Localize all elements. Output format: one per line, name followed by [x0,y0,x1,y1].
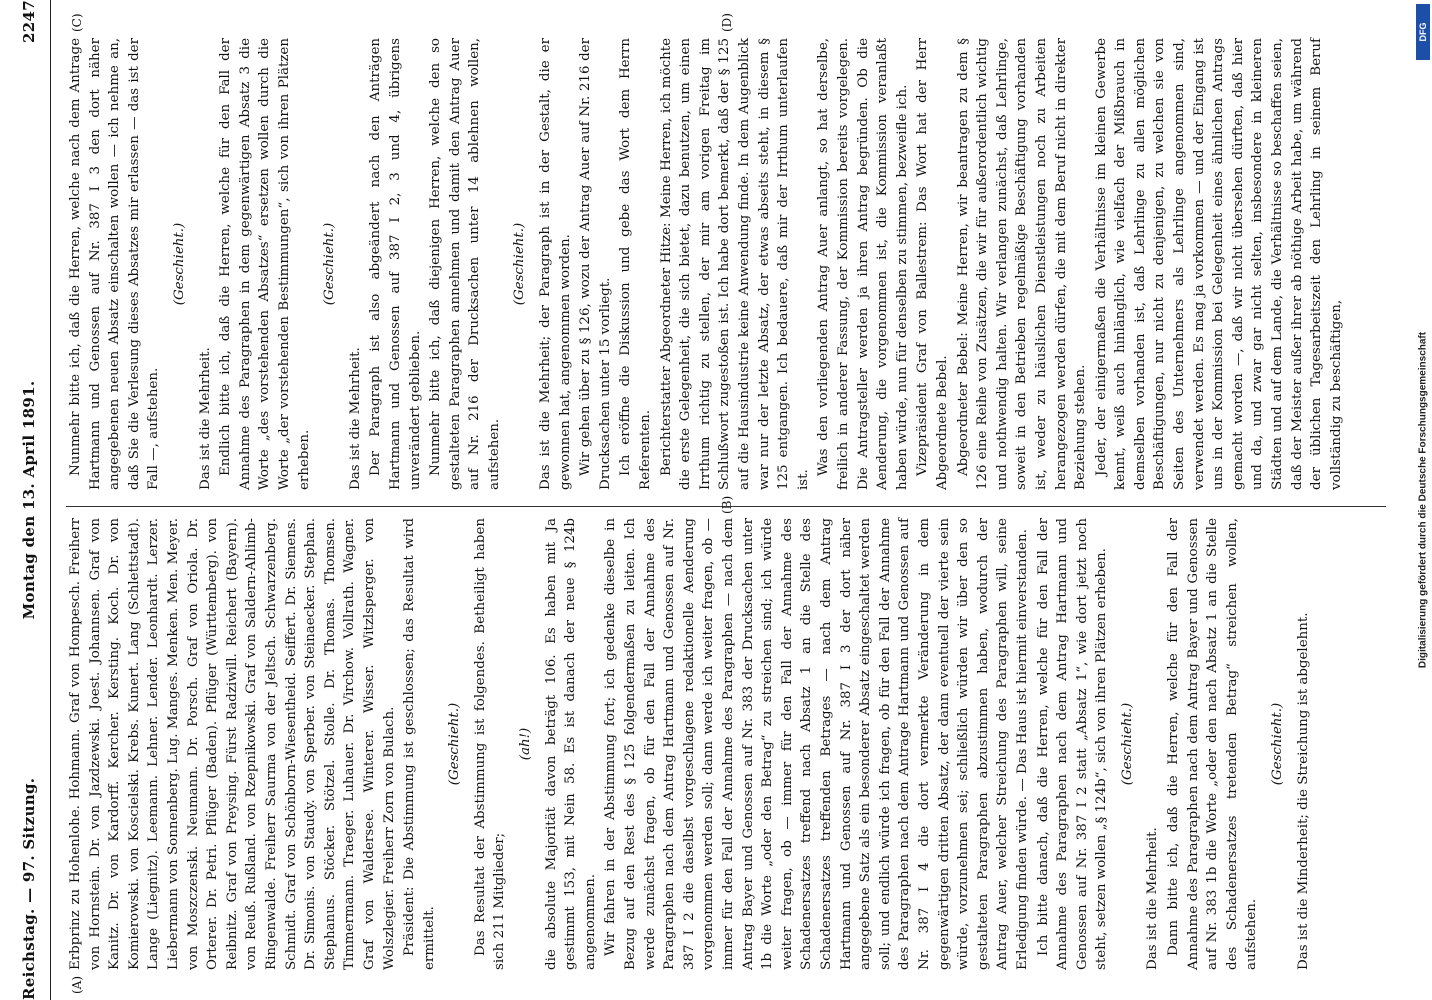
margin-mark-c: (C) [70,13,84,32]
paragraph: Das ist die Mehrheit. [197,347,213,490]
paragraph: Ich eröffne die Diskussion und gebe das Wort dem Herrn Referenten. [618,38,654,490]
paragraph: Dann bitte ich, daß die Herren, welche für den Fall der Annahme des Paragraphen nach dem Antrag Bayer und Genossen auf Nr. 383 1b die Worte „oder den nach Absatz 1 an die Stelle des Schadenersatzes tretenden Betrag“ streichen wollen, aufstehen. [1166,518,1260,970]
stage-direction: (Geschieht.) [447,702,463,786]
speech-hitze: Berichterstatter Abgeordneter Hitze: Meine Herren, ich möchte die erste Gelegenheit, die sich bietet, dazu benutzen, um einen Irrthum richtig zu stellen, der mir am vorigen Freitag im Schlußwort zugestoßen ist. Ich habe dort bemerkt, daß der § 125 auf die Hausindustrie keine Anwendung finde. In dem Augenblick war nur der letzte Absatz, der etwas abseits steht, in diesem § 125 entgangen. Ich bedauere, daß mir der Irrthum unterlaufen ist. [658,38,811,490]
stage-direction: (Geschieht.) [171,222,187,306]
stage-direction: (Geschieht.) [512,222,528,306]
page-number: 2247 [20,0,38,43]
paragraph: Endlich bitte ich, daß die Herren, welche für den Fall der Annahme des Paragraphen in dem gegenwärtigen Absatz 3 die Worte „des vorstehenden Absatzes“ ersetzen wollen durch die Worte „der vorstehenden Bestimmungen“, sich von ihren Plätzen erheben. [218,38,312,490]
paragraph: Das ist die Minderheit; die Streichung ist abgelehnt. [1295,612,1311,970]
stage-direction: (Geschieht.) [1119,702,1135,786]
stage-direction: (ah!) [518,727,534,761]
header-date: Montag den 13. April 1891. [20,380,38,620]
digitization-note [1416,70,1430,930]
digitization-note-text: Digitalisierung gefördert durch die Deutsche Forschungsgemeinschaft [1417,331,1429,669]
paragraph: Das ist die Mehrheit; der Paragraph ist in der Gestalt, die er gewonnen hat, angenommen worden. [538,38,573,490]
paragraph: Nunmehr bitte ich, daß die Herren, welche nach dem Antrage Hartmann und Genossen auf Nr. 387 I 3 den dort näher angegebenen neuen Absatz einschalten wollen — ich nehme an, daß Sie die Verlesung dieses Absatzes mir erlassen — das ist der Fall —, aufstehen. [68,38,162,490]
paragraph: Wir fahren in der Abstimmung fort; ich gedenke dieselbe in Bezug auf den Rest des § 125 folgendermaßen zu leiten. Ich werde zunächst fragen, ob für den Fall der Annahme des Paragraphen nach dem Antrag Hartmann und Genossen auf Nr. 387 I 2 die daselbst vorgeschlagene redaktionelle Aenderung vorgenommen werden soll; dann werde ich weiter fragen, ob — immer für den Fall der Annahme des Paragraphen — nach dem Antrag Bayer und Genossen auf Nr. 383 der Drucksachen unter 1b die Worte „oder den Betrag“ zu streichen sind; ich würde weiter fragen, ob — immer für den Fall der Annahme des Schadenersatzes treffend nach Absatz 1 an die Stelle des Schadenersatzes treffenden Betrages — nach dem Antrag Hartmann und Genossen auf Nr. 387 I 3 der dort näher angegebene Satz als ein besonderer Absatz eingeschaltet werden soll; und endlich würde ich fragen, ob für den Fall der Annahme des Paragraphen nach dem Antrage Hartmann und Genossen auf Nr. 387 I 4 die dort vermerkte Veränderung in dem gegenwärtigen dritten Absatz, der dann eventuell der vierte sein würde, vorzunehmen sei; schließlich würden wir über den so gestalteten Paragraphen abzustimmen haben, wodurch der Antrag Auer, welcher Streichung des Paragraphen will, seine Erledigung finden würde. — Das Haus ist hiermit einverstanden. [603,518,1030,970]
paragraph: Der Paragraph ist also abgeändert nach den Anträgen Hartmann und Genossen auf 387 I 2, 3 und 4, übrigens unverändert geblieben. [368,38,423,490]
paragraph: Nunmehr bitte ich, daß diejenigen Herren, welche den so gestalteten Paragraphen annehmen und damit den Antrag Auer auf Nr. 216 der Drucksachen unter 14 ablehnen wollen, aufstehen. [428,38,502,490]
paragraph: Das ist die Mehrheit. [1145,827,1161,970]
paragraph: Präsident: Die Abstimmung ist geschlossen; das Resultat wird ermittelt. [402,518,437,970]
margin-mark-a: (A) [70,975,84,994]
paragraph: die absolute Majorität davon beträgt 106. Es haben mit Ja gestimmt 153, mit Nein 58. Es ist danach der neue § 124b angenommen. [543,518,598,970]
header-left: Reichstag. — 97. Sitzung. [20,777,38,1000]
speech-bebel: Abgeordneter Bebel: Meine Herren, wir beantragen zu dem § 126 eine Reihe von Zusätzen, die wir für außerordentlich wichtig und nothwendig halten. Wir verlangen zunächst, daß Lehrlinge, soweit in den Betrieben regelmäßige Beschäftigung vorhanden ist, weder zu häuslichen Dienstleistungen noch zu Arbeiten herangezogen werden dürfen, die mit dem Beruf nicht in direkter Beziehung stehen. [955,38,1089,490]
stage-direction: (Geschieht.) [322,222,338,306]
header-rule [50,0,51,1000]
left-column [66,518,1314,970]
margin-mark-d: (D) [720,13,734,32]
right-column [66,38,1347,490]
member-list: Erbprinz zu Hohenlohe. Hohmann. Graf von Hompesch. Freiherr von Hornstein. Dr. von Jazdzewski. Joest. Johannsen. Graf von Kanitz. Dr. von Kardorff. Kercher. Kersting. Koch. Dr. von Komierowski. von Koscielski. Krebs. Kunert. Lang (Schlettstadt). Lange (Liegnitz). Leemann. Lehner. Lender. Leonhardt. Lerzer. Liebermann von Sonnenberg. Lug. Manges. Menken. Men. Meyer. von Moszczenski. Neumann. Dr. Porsch. Graf von Oriola. Dr. Orterer. Dr. Petri. Pflüger (Baden). Pflüger (Württemberg). von Reibnitz. Graf von Preysing. Fürst Radziwill. Reichert (Bayern). von Reuß. Rußland. von Rzepnikowski. Graf von Saldern-Ahlimb-Ringenwalde. Freiherr Saurma von der Jeltsch. Schwarzenberg. Schmidt. Graf von Schönborn-Wiesentheid. Seiffert. Dr. Siemens. Dr. Simonis. von Staudy. von Sperber. von Steinaecker. Stephan. Stephanus. Stöcker. Stötzel. Stolle. Dr. Thomas. Thomsen. Timmermann. Traeger. Luhauer. Dr. Virchow. Vollrath. Wagner. Graf von Waldersee. Winterer. Wisser. Witzlsperger. von Wolszlegier. Freiherr Zorn von Bulach. [68,518,397,970]
column-divider [66,506,1386,507]
paragraph: Wir gehen über zu § 126, wozu der Antrag Auer auf Nr. 216 der Drucksachen unter 15 vorliegt. [578,38,613,490]
page-header [8,0,48,1000]
paragraph: Das ist die Mehrheit. [347,347,363,490]
margin-mark-b: (B) [720,495,734,514]
speech-ballestrem: Vizepräsident Graf von Ballestrem: Das Wort hat der Herr Abgeordnete Bebel. [915,38,950,490]
dfg-logo: DFG [1416,4,1430,60]
paragraph: Jeder, der einigermaßen die Verhältnisse im kleinen Gewerbe kennt, weiß auch hinlänglich, wie vielfach der Mißbrauch in demselben vorhanden ist, daß Lehrlinge zu allen möglichen Beschäftigungen, nur nicht zu denjenigen, zu welchen sie von Seiten des Unternehmers als Lehrlinge angenommen sind, verwendet werden. Es mag ja vorkommen — und der Eingang ist uns in der Kommission bei Gelegenheit eines ähnlichen Antrags gemacht worden —, daß wir nicht übersehen dürften, daß hier und da, und zwar gar nicht selten, insbesondere in kleineren Städten und auf dem Lande, die Verhältnisse so beschaffen seien, daß der Meister außer ihrer ab nöthige Arbeit habe, um während der üblichen Tagesarbeitszeit den Lehrling in seinem Beruf vollständig zu beschäftigen, [1093,38,1344,490]
paragraph: Ich bitte danach, daß die Herren, welche für den Fall der Annahme des Paragraphen nach dem Antrag Hartmann und Genossen auf Nr. 387 I 2 statt „Absatz 1“, wie dort jetzt noch steht, setzen wollen „§ 124b“, sich von ihren Plätzen erheben. [1035,518,1110,970]
stage-direction: (Geschieht.) [1270,702,1286,786]
paragraph: Das Resultat der Abstimmung ist folgendes. Betheiligt haben sich 211 Mitglieder; [472,518,508,970]
paragraph: Was den vorliegenden Antrag Auer anlangt, so hat derselbe, freilich in anderer Fassung, der Kommission bereits vorgelegen. Die Antragsteller werden ja ihren Antrag begründen. Ob die Aenderung, die vorgenommen ist, die Kommission veranlaßt haben würde, nun für denselben zu stimmen, bezweifle ich. [816,38,910,490]
